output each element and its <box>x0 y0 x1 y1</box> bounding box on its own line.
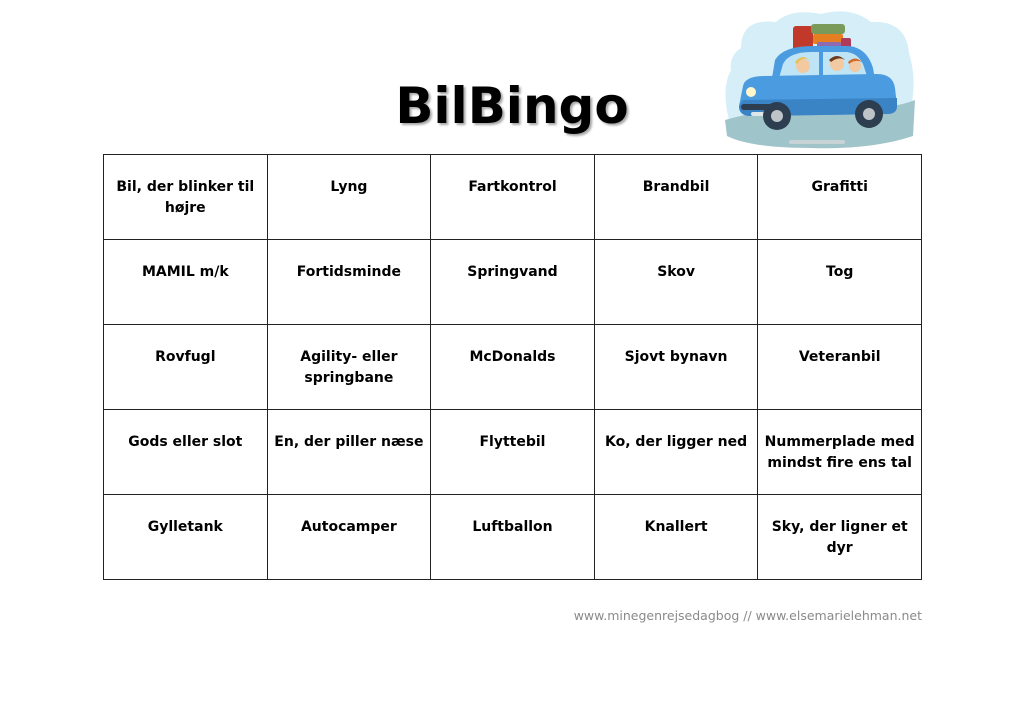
bingo-cell: Veteranbil <box>758 325 922 410</box>
bingo-cell: Brandbil <box>594 155 758 240</box>
footer-credits: www.minegenrejsedagbog // www.elsemarielehman.net <box>573 608 922 623</box>
bingo-cell: Rovfugl <box>104 325 268 410</box>
bingo-cell: Lyng <box>267 155 431 240</box>
bingo-cell: Grafitti <box>758 155 922 240</box>
bingo-cell: En, der piller næse <box>267 410 431 495</box>
bingo-cell: Knallert <box>594 495 758 580</box>
bingo-row <box>104 325 922 410</box>
page-title: BilBingo <box>395 77 629 135</box>
bingo-cell: MAMIL m/k <box>104 240 268 325</box>
bingo-cell: Tog <box>758 240 922 325</box>
bingo-cell: Fartkontrol <box>431 155 595 240</box>
family-car-trip-icon <box>721 8 917 150</box>
bingo-cell: Springvand <box>431 240 595 325</box>
bingo-cell: Sjovt bynavn <box>594 325 758 410</box>
bingo-cell: McDonalds <box>431 325 595 410</box>
bingo-cell: Fortidsminde <box>267 240 431 325</box>
bingo-cell: Agility- eller springbane <box>267 325 431 410</box>
bingo-cell: Gylletank <box>104 495 268 580</box>
bingo-cell: Ko, der ligger ned <box>594 410 758 495</box>
bingo-cell: Skov <box>594 240 758 325</box>
bingo-cell: Sky, der ligner et dyr <box>758 495 922 580</box>
bingo-cell: Autocamper <box>267 495 431 580</box>
bingo-row <box>104 240 922 325</box>
bingo-cell: Gods eller slot <box>104 410 268 495</box>
bingo-cell: Luftballon <box>431 495 595 580</box>
bingo-grid <box>103 154 922 580</box>
bingo-row <box>104 495 922 580</box>
bingo-cell: Flyttebil <box>431 410 595 495</box>
bingo-cell: Bil, der blinker til højre <box>104 155 268 240</box>
bingo-cell: Nummerplade med mindst fire ens tal <box>758 410 922 495</box>
bingo-row <box>104 410 922 495</box>
bingo-row <box>104 155 922 240</box>
